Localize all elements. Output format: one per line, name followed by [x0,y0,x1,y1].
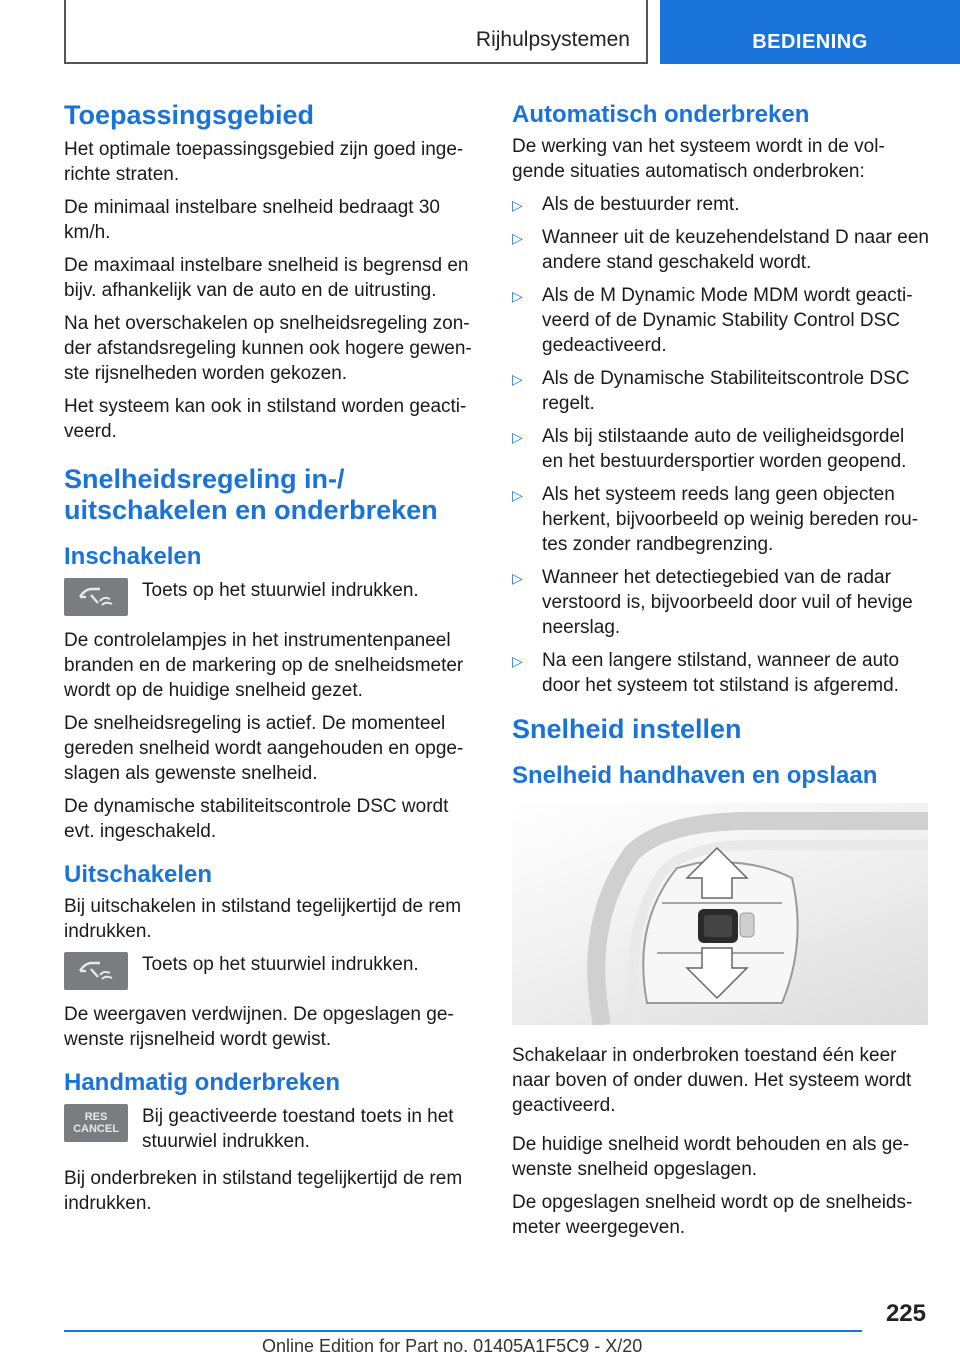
cruise-control-button-icon [64,578,128,616]
heading-uitschakelen: Uitschakelen [64,861,213,888]
list-item: ▷ Als het systeem reeds lang geen objecten herkent, bijvoorbeeld op weinig bereden rou-tes zonder randbegrenzing. [512,484,919,555]
triangle-bullet-icon: ▷ [512,371,523,387]
paragraph: De dynamische stabiliteitscontrole DSC wordt evt. ingeschakeld. [64,796,449,842]
heading-handhaven: Snelheid handhaven en opslaan [512,762,878,789]
list-item: ▷ Na een langere stilstand, wanneer de auto door het systeem tot stilstand is afgeremd. [512,650,900,696]
list-item: ▷ Wanneer uit de keuzehendelstand D naar een andere stand geschakeld wordt. [512,227,929,273]
cruise-control-button-icon [64,952,128,990]
triangle-bullet-icon: ▷ [512,230,523,246]
heading-snelheid-instellen: Snelheid instellen [512,714,742,744]
paragraph: De maximaal instelbare snelheid is begrensd en bijv. afhankelijk van de auto en de uitrusting. [64,255,469,301]
right-column [512,100,930,1248]
paragraph: De minimaal instelbare snelheid bedraagt 30 km/h. [64,197,441,243]
bullet-list [512,192,930,698]
paragraph: De weergaven verdwijnen. De opgeslagen ge-wenste rijsnelheid wordt gewist. [64,1004,454,1050]
triangle-bullet-icon: ▷ [512,288,523,304]
triangle-bullet-icon: ▷ [512,487,523,503]
paragraph: Bij uitschakelen in stilstand tegelijkertijd de rem indrukken. [64,896,462,942]
heading-automatisch: Automatisch onderbreken [512,101,810,128]
paragraph: Schakelaar in onderbroken toestand één keer naar boven of onder duwen. Het systeem wordt geactiveerd. [512,1045,912,1116]
paragraph: De opgeslagen snelheid wordt op de snelheids-meter weergegeven. [512,1192,913,1238]
triangle-bullet-icon: ▷ [512,197,523,213]
paragraph: Het systeem kan ook in stilstand worden geacti-veerd. [64,396,467,442]
paragraph: De werking van het systeem wordt in de vol-gende situaties automatisch onderbroken: [512,136,885,182]
list-item: ▷ Als bij stilstaande auto de veiligheidsgordel en het bestuurdersportier worden geopend. [512,426,907,472]
icon-caption: Toets op het stuurwiel indrukken. [142,580,419,601]
res-cancel-button-icon [64,1104,128,1142]
icon-row-uitschakelen [64,952,476,990]
left-column [64,100,476,1224]
paragraph: Na het overschakelen op snelheidsregeling zon-der afstandsregeling kunnen ook hogere gewen-ste rijsnelheden worden gekozen. [64,313,472,384]
list-item: ▷ Wanneer het detectiegebied van de radar verstoord is, bijvoorbeeld door vuil of hevige neerslag. [512,567,913,638]
heading-handmatig: Handmatig onderbreken [64,1069,341,1096]
icon-caption: Bij geactiveerde toestand toets in het stuurwiel indrukken. [142,1106,454,1152]
steering-wheel-switch-illustration [512,803,928,1025]
icon-row-handmatig [64,1104,476,1154]
paragraph: Bij onderbreken in stilstand tegelijkertijd de rem indrukken. [64,1168,463,1214]
paragraph: Het optimale toepassingsgebied zijn goed inge-richte straten. [64,139,464,185]
chapter-tab[interactable]: BEDIENING [660,0,960,64]
res-label: RES [84,1111,108,1123]
triangle-bullet-icon: ▷ [512,429,523,445]
list-item: ▷ Als de M Dynamic Mode MDM wordt geacti-veerd of de Dynamic Stability Control DSC gedeactiveerd. [512,285,913,356]
section-title: Rijhulpsystemen [475,28,630,51]
heading-snelheidsregeling: Snelheidsregeling in-/ uitschakelen en onderbreken [64,464,438,525]
paragraph: De huidige snelheid wordt behouden en als ge-wenste snelheid opgeslagen. [512,1134,910,1180]
page-number: 225 [885,1300,926,1327]
edition-footer: Online Edition for Part no. 01405A1F5C9 - X/20 [262,1336,643,1356]
list-item: ▷ Als de Dynamische Stabiliteitscontrole DSC regelt. [512,368,910,414]
cancel-label: CANCEL [73,1123,119,1135]
triangle-bullet-icon: ▷ [512,653,523,669]
list-item: ▷ Als de bestuurder remt. [512,192,930,217]
icon-row-inschakelen [64,578,476,616]
paragraph: De controlelampjes in het instrumentenpaneel branden en de markering op de snelheidsmeter wordt op de huidige snelheid gezet. [64,630,464,701]
triangle-bullet-icon: ▷ [512,570,523,586]
paragraph: De snelheidsregeling is actief. De momenteel gereden snelheid wordt aangehouden en opge-slagen als gewenste snelheid. [64,713,464,784]
icon-caption: Toets op het stuurwiel indrukken. [142,954,419,975]
heading-toepassingsgebied: Toepassingsgebied [64,100,315,130]
footer-rule [64,1330,862,1332]
heading-inschakelen: Inschakelen [64,543,202,570]
